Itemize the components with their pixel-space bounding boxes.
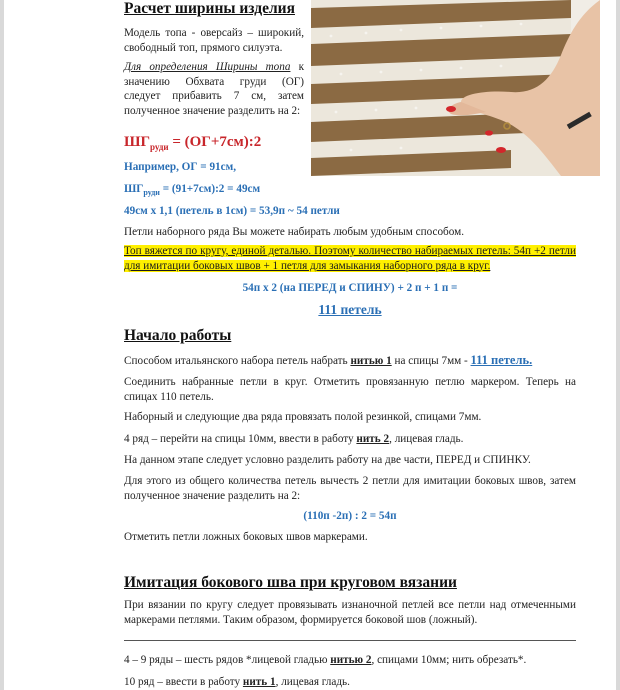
yarn-1-ref: нитью 1 [350, 355, 392, 367]
paragraph-divide-work: На данном этапе следует условно разделить работу на две части, ПЕРЕД и СПИНКУ. [124, 454, 531, 466]
italian-cast-on-text: Способом итальянского набора петель набрать [124, 355, 351, 367]
cast-on-count: 111 петель. [470, 353, 533, 367]
paragraph-mark-seams: Отметить петли ложных боковых швов маркерами. [124, 531, 368, 543]
formula-subscript: руди [150, 142, 169, 152]
paragraph-cast-on: Петли наборного ряда Вы можете набирать любым удобным способом. [124, 226, 464, 238]
paragraph-model-description: Модель топа - оверсайз – широкий, свободный топ, прямого силуэта. [124, 27, 304, 54]
paragraph-join-round: Соединить набранные петли в круг. Отметить провязанную петлю маркером. Теперь на спицах 110 петель. [124, 376, 576, 403]
rows-4-9-needles: , спицами 10мм; нить обрезать*. [371, 654, 527, 666]
paragraph-rows-4-9 [124, 653, 576, 668]
width-method-rest: к значению Обхвата груди (ОГ) следует прибавить 7 см, затем полученное значение разделить на 2: [124, 61, 304, 117]
paragraph-subtract-stitches: Для этого из общего количества петель вычесть 2 петли для имитации боковых швов, затем полученное значение разделить на 2: [124, 475, 576, 502]
calc-line-2: 49см х 1,1 (петель в 1см) = 53,9п ~ 54 петли [124, 205, 340, 217]
highlighted-note [124, 244, 576, 273]
paragraph-seam-purl: При вязании по кругу следует провязывать изнаночной петлей все петли над отмеченными маркерами петлями. Таким образом, формируется боковой шов (ложный). [124, 599, 576, 626]
highlight-text: Топ вяжется по кругу, единой деталью. Поэтому количество набираемых петель: 54п +2 петли для имитации боковых швов + 1 петля для замыкания наборного ряда в круг. [124, 245, 576, 272]
yarn-2-ref-rows: нитью 2 [330, 654, 372, 666]
page-edge-right [616, 0, 620, 690]
width-method-lead: Для определения Ширины топа [124, 61, 291, 73]
paragraph-width-method [124, 60, 304, 118]
calc1-expression: = (91+7см):2 = 49см [159, 183, 261, 195]
paragraph-row-10 [124, 675, 576, 690]
row-10-stitch: , лицевая гладь. [275, 676, 350, 688]
calc1-subscript: руди [143, 188, 160, 198]
rows-4-9-text: 4 – 9 ряды – шесть рядов *лицевой гладью [124, 654, 331, 666]
calc1-symbol: ШГ [124, 183, 144, 195]
section-heading-start: Начало работы [124, 327, 232, 344]
knitted-top-photo [311, 0, 600, 176]
section-heading-side-seam: Имитация бокового шва при круговом вязании [124, 574, 457, 591]
example-line: Например, ОГ = 91см, [124, 161, 237, 173]
paragraph-row-4 [124, 432, 576, 447]
yarn-2-ref: нить 2 [356, 433, 390, 445]
result-stitches: 111 петель [318, 302, 382, 317]
formula-expression: = (ОГ+7см):2 [168, 134, 262, 150]
row-10-text: 10 ряд – ввести в работу [124, 676, 243, 688]
calc-line-3: 54п х 2 (на ПЕРЕД и СПИНУ) + 2 п + 1 п = [242, 282, 458, 294]
row-4-text: 4 ряд – перейти на спицы 10мм, ввести в работу [124, 433, 357, 445]
calc-line-halves: (110п -2п) : 2 = 54п [303, 510, 397, 522]
horizontal-rule [124, 640, 576, 641]
page-edge-left [0, 0, 4, 690]
needles-7mm-text: на спицы 7мм - [391, 355, 471, 367]
paragraph-rib-rows: Наборный и следующие два ряда провязать полой резинкой, спицами 7мм. [124, 411, 482, 423]
section-heading-width-calc: Расчет ширины изделия [124, 0, 295, 17]
yarn-1-ref-row10: нить 1 [242, 676, 276, 688]
formula-main [124, 134, 261, 152]
row-4-stitch: , лицевая гладь. [389, 433, 464, 445]
calc-line-1 [124, 182, 260, 201]
formula-symbol: ШГ [124, 134, 151, 150]
paragraph-italian-cast-on [124, 353, 576, 369]
